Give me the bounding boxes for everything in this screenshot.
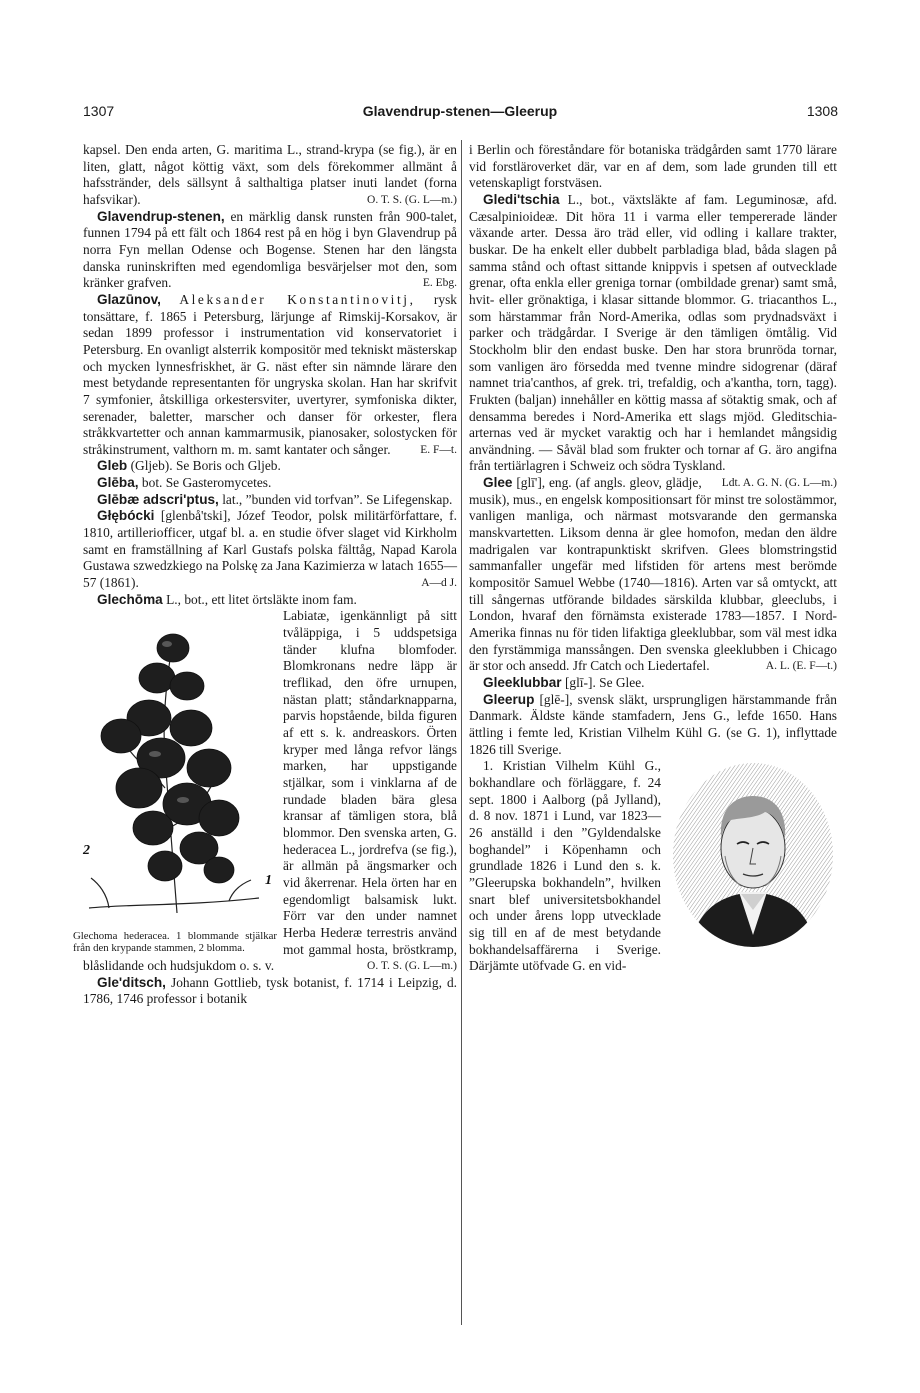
headword: Glazūnov, xyxy=(97,291,161,307)
author-signature: O. T. S. (G. L—m.) xyxy=(367,193,457,206)
running-title: Glavendrup-stenen—Gleerup xyxy=(362,103,558,119)
entry-text: kapsel. Den enda arten, G. maritima L., strand-krypa (se fig.), är en liten, glatt, något köttig växt, som dels förekommer allmänt å hafsstränder, dels sällsynt å salthaltiga platser inuti landet (forna hafsvikar). xyxy=(83,142,457,207)
entry-text: rysk tonsättare, f. 1865 i Petersburg, lärjunge af Rimskij-Korsakov, är sedan 1899 professor i instrumentation vid konservatoriet i Petersburg. En ovanligt alsterrik kompositör med tekniskt mästerskap och mycken lynnesfriskhet, är G. näst efter sin nämnde lärare den mest betydande representanten för ungryska skolan. Han har skrifvit 7 symfonier, åtskilliga orkestersviter, uvertyrer, symfoniska dikter, serenader, baletter, marscher och danser för orkester, flera stråkkvartetter och annan kammarmusik, pianosaker, solostycken för stråkinstrument, valthorn m. m. samt kantater och sånger. xyxy=(83,291,457,457)
entry-gleditsch-continued xyxy=(469,142,837,192)
headword: Gleerup xyxy=(483,691,535,707)
entry-gleb xyxy=(83,458,457,475)
glechoma-illustration xyxy=(69,608,277,930)
entry-text: L., bot., ett litet örtsläkte inom fam. xyxy=(166,591,357,607)
entry-text: Labiatæ, igenkännligt på sitt tvåläppiga, i 5 uddspetsiga tänder klufna blomfoder. Blomkronans nedre läpp är treflikad, den öfre urnupen, nästan platt; ståndarknapparna, parvis hopstående, bilda figuren af ett s. k. andreaskors. Örten kryper med långa refvor längs marken, har uppstigande stjälkar, som i vinklarna af de rundade bladen bära glesa kransar af tämligen stora, blå blommor. Den svenska arten, G. hederacea L., jordrefva (se fig.), är allmän på ängsmarker och vid åkerrenar. Hela örten har en egendomligt balsamisk lukt. Förr var den under namnet Herba Hederæ terrestris använd mot gammal hosta, bröstkramp, blåslidande och hudsjukdom o. s. v. xyxy=(83,608,457,974)
entry-text: lat., ”bunden vid torfvan”. Se Lifegenskap. xyxy=(222,491,453,507)
entry-glechoma xyxy=(83,592,457,609)
entry-text: L., bot., växtsläkte af fam. Leguminosæ, afd. Cæsalpinioideæ. Dit höra 11 i varma eller tempererade länder växande arter. Dessa äro träd eller, vid odling i kallare trakter, buskar. De ha enkelt eller dubbelt parbladiga blad, båda slagen på samma stånd och oftast sittande knippvis i spetsen af outvecklade grenar, ofta enkla eller greniga tornar (ombildade grenar) samt små, hvit- eller grönaktiga, i klasar sittande blommor. G. triacanthos L., som härstammar från Nord-Amerika, odlas som prydnadsväxt i parker och trädgårdar. I Sverige är den tämligen ömtålig. Vid Stockholm blir den endast buske. Den har stora brunröda tornar, som vanligen äro försedda med tvenne mindre sidogrenar (däraf namnet tria'canthos, af grek. tri, trefaldig, och a'kantha, torn, tagg). Frukten (baljan) innehåller en köttig massa af sötaktig smak, och af densamma beredes i Nord-Amerika ett slags mjöd. Gleditschia-arternas ved är mycket varaktig och har i hemlandet mångsidig användning. — Såväl blad som frukter och tornar af G. äro angifna från tertiärlagren i Schweiz och södra Tyskland. xyxy=(469,191,837,474)
entry-text: [glī'], eng. (af angls. gleov, glädje, musik), mus., en engelsk kompositionsart för minst tre solostämmor, vanligen manliga, och närmast motsvarande den germanska manskvartetten. Liksom denna är glee homofon, medan den äldre madrigalen var kontrapunktiskt skrifven. Glees blomstringstid sammanfaller ungefär med lifstiden för artens mest berömde kompositör Samuel Webbe (1740—1816). Arten var så omtyckt, att till sångernas utförande bildades särskilda klubbar, gleeclubs, i London, hvaraf den förnämsta existerade 1783—1857. I Nord-Amerika finnas nu för tiden lifaktiga gleeklubbar, som väl mest idka den fyrstämmiga manssången. Den svenska gleeklubben i Chicago är stor och ansedd. Jfr Catch och Liedertafel. xyxy=(469,475,837,674)
author-signature: Ldt. A. G. N. (G. L—m.) xyxy=(721,477,837,490)
figure-label-1: 1 xyxy=(265,873,272,889)
headword: Glavendrup-stenen, xyxy=(97,208,225,224)
figure-caption: Glechoma hederacea. 1 blommande stjälkar från den krypande stammen, 2 blomma. xyxy=(73,930,277,955)
headword: Głębócki xyxy=(97,508,155,524)
glechoma-figure xyxy=(69,608,277,954)
entry-glazunov xyxy=(83,292,457,459)
left-column xyxy=(73,142,457,1008)
entry-text: [glī-]. Se Glee. xyxy=(564,675,645,690)
author-signature: O. T. S. (G. L—m.) xyxy=(367,960,457,973)
entry-text: [glenbå'tski], Józef Teodor, polsk militärförfattare, f. 1810, artilleriofficer, utgaf bl. a. en studie öfver slaget vid Kirkholm samt en framställning af Karl Gustafs polska fälttåg, Napad Karola Gustawa szwedzkiego na Polskę za Jana Kazimierza w latach 1655—57 (1861). xyxy=(83,508,457,591)
entry-text: [glē-], svensk släkt, ursprungligen härstammande från Danmark. Äldste kände stamfadern, Jens G., lefde 1650. Hans ättling i femte led, Kristian Vilhelm Kühl G. (se G. 1), inflyttade 1826 till Sverige. xyxy=(469,691,837,757)
headword: Glee xyxy=(483,475,513,491)
portrait-engraving xyxy=(669,760,837,950)
entry-glavendrup-stenen xyxy=(83,209,457,292)
entry-kapsel xyxy=(83,142,457,209)
entry-gleerup xyxy=(469,692,837,759)
headword: Gleb xyxy=(97,458,128,474)
entry-gleeklubbar xyxy=(469,675,837,692)
headword: Gledi'tschia xyxy=(483,191,560,207)
headword: Gleeklubbar xyxy=(483,675,562,690)
page-number-left: 1307 xyxy=(83,103,115,119)
entry-glebocki xyxy=(83,508,457,591)
entry-gleditsch xyxy=(83,975,457,1008)
entry-text: (Gljeb). Se Boris och Gljeb. xyxy=(130,458,281,474)
headword: Glechōma xyxy=(97,591,163,607)
entry-text: en märklig dansk runsten från 900-talet, funnen 1794 på ett fält och 1864 rest på en hög i byn Glavendrup på norra Fyn mellan Odense och Bogense. Stenen har den längsta danska runinskriften med egendomliga besvärjelser mot den, som kränker grafven. xyxy=(83,208,457,291)
author-signature: E. Ebg. xyxy=(422,277,457,290)
gleerup-portrait xyxy=(669,760,837,950)
author-signature: A. L. (E. F—t.) xyxy=(765,660,837,673)
entry-text: i Berlin och föreståndare för botaniska trädgården samt 1770 lärare vid forstläroverket där, var en af dem, som lade grunden till ett vetenskapligt forstväsen. xyxy=(469,142,837,191)
entry-text: 1. Kristian Vilhelm Kühl G., bokhandlare och förläggare, f. 24 sept. 1800 i Aalborg (på Jylland), d. 8 nov. 1871 i Lund, var 1823—26 anställd i den ”Gyldendalske boghandel” i Köpenhamn och grundlade 1826 i Lund den s. k. ”Gleerupska bokhandeln”, hvilken snart blef universitetsbokhandel och under årens lopp utvecklade sig till en af de mest betydande bokhandelsaffärerna i Sverige. Därjämte utöfvade G. en vid- xyxy=(469,758,661,974)
author-signature: E. F—t. xyxy=(420,443,457,456)
page-number-right: 1308 xyxy=(806,103,838,119)
headword: Glēba, xyxy=(97,475,139,491)
figure-label-2: 2 xyxy=(83,843,90,859)
entry-text: Johann Gottlieb, tysk botanist, f. 1714 i Leipzig, d. 1786, 1746 professor i botanik xyxy=(83,974,457,1007)
headword: Gle'ditsch, xyxy=(97,974,166,990)
right-column xyxy=(469,142,837,975)
headword: Glēbæ adscri'ptus, xyxy=(97,491,219,507)
entry-text: bot. Se Gasteromycetes. xyxy=(141,475,272,491)
entry-glebae-adscriptus xyxy=(83,492,457,509)
person-name: Aleksander Konstantinovitj, xyxy=(179,291,416,307)
entry-glee xyxy=(469,475,837,675)
column-divider xyxy=(461,140,462,1325)
entry-gleba xyxy=(83,475,457,492)
page-header xyxy=(0,103,920,123)
author-signature: A—d J. xyxy=(421,577,457,590)
